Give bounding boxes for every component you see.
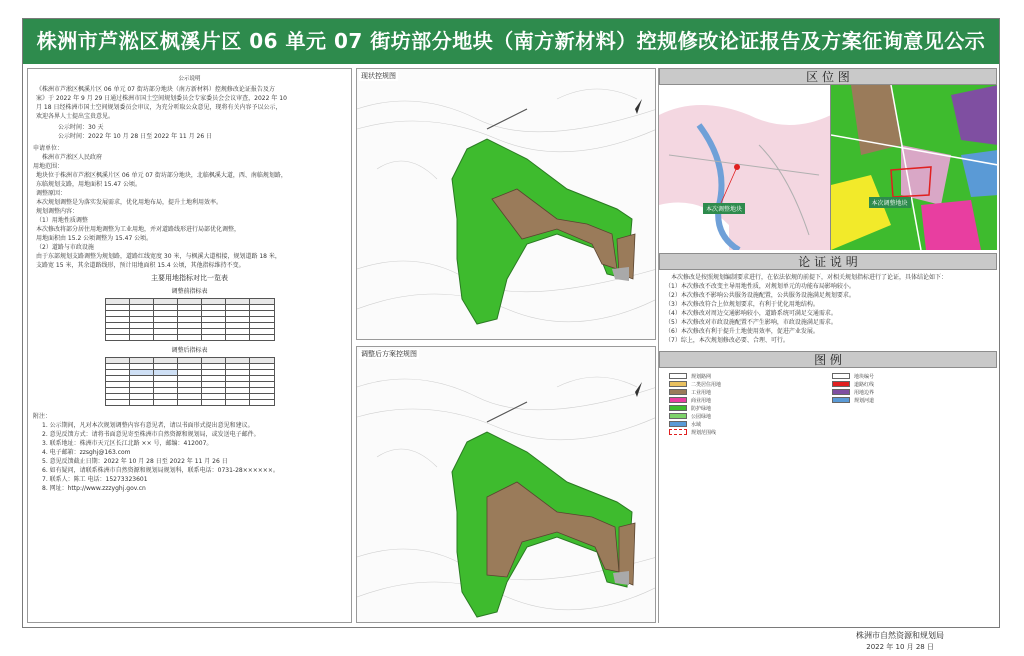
text-line: 欢迎各界人士提出宝贵意见。 xyxy=(36,113,115,120)
legend-label: 水域 xyxy=(691,421,702,428)
plan-column xyxy=(356,68,656,623)
applicant-label: 申请单位： xyxy=(33,145,64,152)
text-line: 7. 联系人：陈工 电话：15273323601 xyxy=(42,476,148,483)
legend-item xyxy=(669,412,824,420)
text-line: 1. 公示期间，凡对本次规划调整内容有意见者，请以书面形式提出意见和建议。 xyxy=(42,422,254,429)
legend-label: 用地边界 xyxy=(854,389,875,396)
legend-item xyxy=(669,404,824,412)
period-label: 公示时间：30 天 xyxy=(58,124,104,131)
legend-label: 道路红线 xyxy=(854,381,875,388)
legend-item xyxy=(669,372,824,380)
location-tag-2: 本次调整地块 xyxy=(869,197,911,208)
text-line: 本次修改将部分居住用地调整为工业用地，并对道路线形进行局部优化调整， xyxy=(36,226,241,233)
text-line: （2）本次修改不影响公共服务设施配置，公共服务设施满足规划要求。 xyxy=(665,292,855,299)
compare-heading: 主要用地指标对比一览表 xyxy=(151,274,228,282)
north-arrow-icon xyxy=(635,99,642,114)
notes-label: 附注： xyxy=(33,413,52,420)
city-map xyxy=(659,85,831,250)
body-lines xyxy=(28,171,351,270)
table-before xyxy=(105,298,275,341)
text-line: （1）本次修改不改变主导用地性质，对规划单元的功能布局影响较小。 xyxy=(665,283,855,290)
legend-heading: 图 例 xyxy=(659,351,997,368)
period-dates: 公示时间：2022 年 10 月 28 日至 2022 年 11 月 26 日 xyxy=(58,133,213,140)
legend-label: 规划范围线 xyxy=(691,429,717,436)
legend-swatch xyxy=(669,413,687,419)
legend-item xyxy=(669,388,824,396)
legend-label: 规划路网 xyxy=(691,373,712,380)
legend-item xyxy=(669,380,824,388)
legend-item xyxy=(669,428,824,436)
text-line: （7）综上，本次规划修改必要、合理、可行。 xyxy=(665,337,789,344)
text-line: （4）本次修改对周边交通影响较小，道路系统可满足交通需求。 xyxy=(665,310,837,317)
text-line: （6）本次修改有利于提升土地使用效率，促进产业发展。 xyxy=(665,328,819,335)
text-line: （5）本次修改对市政设施配置不产生影响，市政设施满足需求。 xyxy=(665,319,837,326)
text-line: 由于东部规划支路调整为规划路，道路红线宽度 30 米，与枫溪大道相接，规划道路 18 米， xyxy=(36,253,281,260)
legend-item xyxy=(669,396,824,404)
legend-swatch xyxy=(669,429,687,435)
applicant: 株洲市芦淞区人民政府 xyxy=(42,154,103,161)
notice-heading: 公示说明 xyxy=(178,76,201,82)
legend-item xyxy=(669,420,824,428)
legend-label: 二类居住用地 xyxy=(691,381,722,388)
legend-item xyxy=(832,396,987,404)
text-line: 8. 网址：http://www.zzzyghj.gov.cn xyxy=(42,485,146,492)
text-line: （3）本次修改符合上位规划要求，有利于优化用地结构。 xyxy=(665,301,819,308)
text-line: 月 18 日经株洲市国土空间规划委员会审议，为充分听取公众意见，现将有关内容予以公示， xyxy=(36,104,282,111)
plan2-label: 调整后方案控规图 xyxy=(361,350,417,358)
gray-land xyxy=(613,571,629,585)
location-maps xyxy=(659,85,997,250)
location-map-city xyxy=(659,85,831,250)
text-line: 案》于 2022 年 9 月 29 日通过株洲市国土空间规划委员会专家委员会会议审查，2022 年 10 xyxy=(36,95,287,102)
north-arrow-icon xyxy=(635,382,642,397)
plan1-label: 现状控规图 xyxy=(361,72,396,80)
text-line: 东临规划支路，用地面积 15.47 公顷。 xyxy=(36,181,141,188)
legend-left xyxy=(669,372,824,436)
text-line: 规划调整内容： xyxy=(36,208,79,215)
text-line: 4. 电子邮箱：zzsghj@163.com xyxy=(42,449,131,456)
info-column xyxy=(658,68,997,623)
legend-swatch xyxy=(832,389,850,395)
text-line: 《株洲市芦淞区枫溪片区 06 单元 07 街坊部分地块（南方新材料）控规修改论证报告及方 xyxy=(36,86,275,93)
road-line xyxy=(487,402,527,422)
legend-swatch xyxy=(669,421,687,427)
notes-list xyxy=(28,421,351,493)
table-row xyxy=(105,400,274,406)
legend-label: 工业用地 xyxy=(691,389,712,396)
legend-item xyxy=(832,380,987,388)
text-line: （1）用地性质调整 xyxy=(36,217,88,224)
legend-label: 公园绿地 xyxy=(691,413,712,420)
table-after xyxy=(105,357,275,406)
legend-swatch xyxy=(832,397,850,403)
argument-intro: 本次修改是按照规划编制要求进行，在依法依规的前提下，对相关规划指标进行了论证，具体结论如下： xyxy=(671,274,948,281)
legend-swatch xyxy=(832,373,850,379)
text-line: 用地面积由 15.2 公顷调整为 15.47 公顷。 xyxy=(36,235,153,242)
location-heading: 区 位 图 xyxy=(659,68,997,85)
page-title: 株洲市芦淞区枫溪片区 06 单元 07 街坊部分地块（南方新材料）控规修改论证报告及方案征询意见公示 xyxy=(23,19,999,64)
text-line: （2）道路与市政设施 xyxy=(36,244,94,251)
text-line: 调整原因： xyxy=(36,190,67,197)
legend-right xyxy=(832,372,987,436)
legend xyxy=(659,368,997,440)
text-line: 6. 如有疑问，请联系株洲市自然资源和规划局规划科，联系电话：0731-28××××××。 xyxy=(42,467,279,474)
argument-heading: 论 证 说 明 xyxy=(659,253,997,270)
scope-label: 用地范围： xyxy=(33,163,64,170)
legend-swatch xyxy=(669,381,687,387)
text-line: 5. 意见反馈截止日期：2022 年 10 月 28 日至 2022 年 11 月 26 日 xyxy=(42,458,228,465)
plan-after xyxy=(356,346,656,623)
legend-label: 地块编号 xyxy=(854,373,875,380)
text-line: 支路宽 15 米，其余道路线形，预计用地面积 15.4 公顷，其他指标维持不变。 xyxy=(36,262,245,269)
gray-land xyxy=(612,267,629,281)
legend-swatch xyxy=(669,397,687,403)
plan-after-map xyxy=(357,347,656,623)
legend-swatch xyxy=(669,405,687,411)
legend-label: 防护绿地 xyxy=(691,405,712,412)
plan-before xyxy=(356,68,656,340)
legend-label: 商业用地 xyxy=(691,397,712,404)
text-line: 2. 意见反馈方式：请将书面意见寄至株洲市自然资源和规划局，或发送电子邮件。 xyxy=(42,431,260,438)
road-line xyxy=(487,109,527,129)
text-line: 3. 联系地址：株洲市天元区长江北路 ×× 号，邮编：412007。 xyxy=(42,440,213,447)
table-row xyxy=(105,335,274,341)
footer-org: 株洲市自然资源和规划局 xyxy=(856,631,944,640)
location-map-district xyxy=(831,85,998,250)
text-line: 本次规划调整是为落实发展需求，优化用地布局，提升土地利用效率。 xyxy=(36,199,223,206)
footer-date: 2022 年 10 月 28 日 xyxy=(866,643,934,651)
legend-item xyxy=(832,388,987,396)
argument-list xyxy=(659,282,997,345)
legend-item xyxy=(832,372,987,380)
notice-lines xyxy=(28,85,351,121)
plan-before-map xyxy=(357,69,656,340)
poster-frame xyxy=(22,18,1000,628)
table2-heading: 调整后指标表 xyxy=(171,347,208,354)
legend-swatch xyxy=(832,381,850,387)
text-line: 地块位于株洲市芦淞区枫溪片区 06 单元 07 街坊部分地块，北临枫溪大道，西、南临规划路， xyxy=(36,172,287,179)
legend-swatch xyxy=(669,389,687,395)
legend-swatch xyxy=(669,373,687,379)
legend-label: 规划河道 xyxy=(854,397,875,404)
notice-column xyxy=(27,68,352,623)
district-map xyxy=(831,85,998,250)
table1-heading: 调整前指标表 xyxy=(171,288,208,295)
location-tag-1: 本次调整地块 xyxy=(703,203,745,214)
